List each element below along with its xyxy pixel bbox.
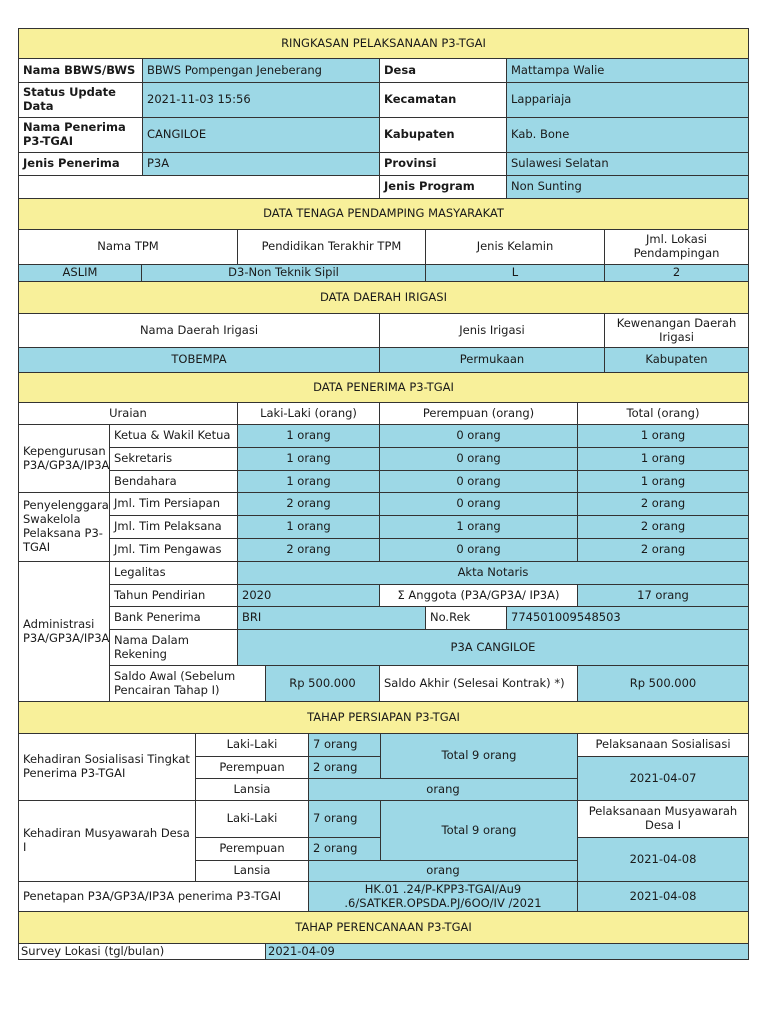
section-penerima: DATA PENERIMA P3-TGAI xyxy=(18,372,749,403)
mus-date: 2021-04-08 xyxy=(577,837,749,882)
rekening-label: Nama Dalam Rekening xyxy=(109,629,238,666)
mus-lansia-label: Lansia xyxy=(195,860,309,882)
penerima-header-laki: Laki-Laki (orang) xyxy=(237,402,380,425)
penetapan-sk: HK.01 .24/P-KPP3-TGAI/Au9 .6/SATKER.OPSDA.PJ/6OO/IV /2021 xyxy=(308,881,578,912)
group-administrasi: Administrasi P3A/GP3A/IP3A xyxy=(18,561,110,702)
sos-lansia-label: Lansia xyxy=(195,778,309,801)
mus-lansia-value: orang xyxy=(308,860,578,882)
kabupaten-label: Kabupaten xyxy=(379,117,507,153)
row-perempuan: 0 orang xyxy=(379,538,578,562)
irigasi-header-kewenangan: Kewenangan Daerah Irigasi xyxy=(604,313,749,348)
rekening-value: P3A CANGILOE xyxy=(237,629,749,666)
musyawarah-label: Kehadiran Musyawarah Desa I xyxy=(18,800,196,882)
irigasi-header-nama: Nama Daerah Irigasi xyxy=(18,313,380,348)
tpm-lokasi: 2 xyxy=(604,264,749,282)
penerima-label: Nama Penerima P3-TGAI xyxy=(18,117,143,153)
kabupaten-value: Kab. Bone xyxy=(506,117,749,153)
kecamatan-value: Lappariaja xyxy=(506,82,749,118)
norek-value: 774501009548503 xyxy=(506,606,749,630)
penerima-header-total: Total (orang) xyxy=(577,402,749,425)
row-total: 2 orang xyxy=(577,492,749,516)
row-laki: 1 orang xyxy=(237,515,380,539)
tpm-header-nama: Nama TPM xyxy=(18,229,238,265)
row-perempuan: 0 orang xyxy=(379,447,578,471)
row-label: Bendahara xyxy=(109,470,238,493)
row-laki: 2 orang xyxy=(237,538,380,562)
penerima-header-uraian: Uraian xyxy=(18,402,238,425)
tahun-value: 2020 xyxy=(237,584,380,607)
saldo-akhir-value: Rp 500.000 xyxy=(577,665,749,702)
mus-pelaksanaan-label: Pelaksanaan Musyawarah Desa I xyxy=(577,800,749,838)
row-perempuan: 0 orang xyxy=(379,424,578,448)
row-total: 1 orang xyxy=(577,424,749,448)
saldo-awal-value: Rp 500.000 xyxy=(265,665,380,702)
group-kepengurusan: Kepengurusan P3A/GP3A/IP3A xyxy=(18,424,110,493)
tahun-label: Tahun Pendirian xyxy=(109,584,238,607)
penetapan-label: Penetapan P3A/GP3A/IP3A penerima P3-TGAI xyxy=(18,881,309,912)
saldo-awal-label: Saldo Awal (Sebelum Pencairan Tahap I) xyxy=(109,665,266,702)
section-irigasi: DATA DAERAH IRIGASI xyxy=(18,281,749,314)
tpm-kelamin: L xyxy=(425,264,605,282)
mus-total: Total 9 orang xyxy=(380,800,578,861)
irigasi-nama: TOBEMPA xyxy=(18,347,380,373)
sos-perempuan-label: Perempuan xyxy=(195,756,309,779)
row-label: Sekretaris xyxy=(109,447,238,471)
mus-perempuan-label: Perempuan xyxy=(195,837,309,861)
jenis-penerima-label: Jenis Penerima xyxy=(18,152,143,176)
sos-perempuan-value: 2 orang xyxy=(308,756,381,779)
provinsi-value: Sulawesi Selatan xyxy=(506,152,749,176)
mus-laki-label: Laki-Laki xyxy=(195,800,309,838)
kecamatan-label: Kecamatan xyxy=(379,82,507,118)
penerima-header-perempuan: Perempuan (orang) xyxy=(379,402,578,425)
provinsi-label: Provinsi xyxy=(379,152,507,176)
anggota-label: Σ Anggota (P3A/GP3A/ IP3A) xyxy=(379,584,578,607)
jenis-program-value: Non Sunting xyxy=(506,175,749,199)
tpm-header-kelamin: Jenis Kelamin xyxy=(425,229,605,265)
sosialisasi-label: Kehadiran Sosialisasi Tingkat Penerima P3-TGAI xyxy=(18,733,196,801)
tpm-header-pendidikan: Pendidikan Terakhir TPM xyxy=(237,229,426,265)
status-label: Status Update Data xyxy=(18,82,143,118)
mus-laki-value: 7 orang xyxy=(308,800,381,838)
survey-label: Survey Lokasi (tgl/bulan) xyxy=(18,943,266,960)
section-persiapan: TAHAP PERSIAPAN P3-TGAI xyxy=(18,701,749,734)
row-laki: 1 orang xyxy=(237,447,380,471)
bbws-value: BBWS Pompengan Jeneberang xyxy=(142,58,380,83)
section-tpm: DATA TENAGA PENDAMPING MASYARAKAT xyxy=(18,198,749,230)
sos-laki-label: Laki-Laki xyxy=(195,733,309,757)
sos-pelaksanaan-label: Pelaksanaan Sosialisasi xyxy=(577,733,749,757)
page-title: RINGKASAN PELAKSANAAN P3-TGAI xyxy=(18,28,749,59)
row-total: 1 orang xyxy=(577,447,749,471)
legalitas-value: Akta Notaris xyxy=(237,561,749,585)
survey-value: 2021-04-09 xyxy=(265,943,749,960)
row-perempuan: 1 orang xyxy=(379,515,578,539)
desa-value: Mattampa Walie xyxy=(506,58,749,83)
row-label: Jml. Tim Pelaksana xyxy=(109,515,238,539)
mus-perempuan-value: 2 orang xyxy=(308,837,381,861)
irigasi-jenis: Permukaan xyxy=(379,347,605,373)
tpm-pendidikan: D3-Non Teknik Sipil xyxy=(141,264,426,282)
desa-label: Desa xyxy=(379,58,507,83)
row-label: Jml. Tim Pengawas xyxy=(109,538,238,562)
bank-label: Bank Penerima xyxy=(109,606,238,630)
norek-label: No.Rek xyxy=(425,606,507,630)
status-value: 2021-11-03 15:56 xyxy=(142,82,380,118)
row-label: Jml. Tim Persiapan xyxy=(109,492,238,516)
jenis-program-label: Jenis Program xyxy=(379,175,507,199)
tpm-header-lokasi: Jml. Lokasi Pendampingan xyxy=(604,229,749,265)
legalitas-label: Legalitas xyxy=(109,561,238,585)
jenis-penerima-value: P3A xyxy=(142,152,380,176)
row-laki: 2 orang xyxy=(237,492,380,516)
irigasi-kewenangan: Kabupaten xyxy=(604,347,749,373)
tpm-nama: ASLIM xyxy=(18,264,142,282)
saldo-akhir-label: Saldo Akhir (Selesai Kontrak) *) xyxy=(379,665,578,702)
row-perempuan: 0 orang xyxy=(379,470,578,493)
sos-date: 2021-04-07 xyxy=(577,756,749,801)
row-laki: 1 orang xyxy=(237,424,380,448)
penetapan-date: 2021-04-08 xyxy=(577,881,749,912)
sos-total: Total 9 orang xyxy=(380,733,578,779)
empty-cell xyxy=(18,175,380,199)
row-perempuan: 0 orang xyxy=(379,492,578,516)
penerima-value: CANGILOE xyxy=(142,117,380,153)
irigasi-header-jenis: Jenis Irigasi xyxy=(379,313,605,348)
row-label: Ketua & Wakil Ketua xyxy=(109,424,238,448)
bank-value: BRI xyxy=(237,606,426,630)
group-swakelola: Penyelenggara Swakelola Pelaksana P3-TGAI xyxy=(18,492,110,562)
section-perencanaan: TAHAP PERENCANAAN P3-TGAI xyxy=(18,911,749,944)
row-laki: 1 orang xyxy=(237,470,380,493)
row-total: 1 orang xyxy=(577,470,749,493)
bbws-label: Nama BBWS/BWS xyxy=(18,58,143,83)
row-total: 2 orang xyxy=(577,538,749,562)
row-total: 2 orang xyxy=(577,515,749,539)
anggota-value: 17 orang xyxy=(577,584,749,607)
sos-laki-value: 7 orang xyxy=(308,733,381,757)
sos-lansia-value: orang xyxy=(308,778,578,801)
